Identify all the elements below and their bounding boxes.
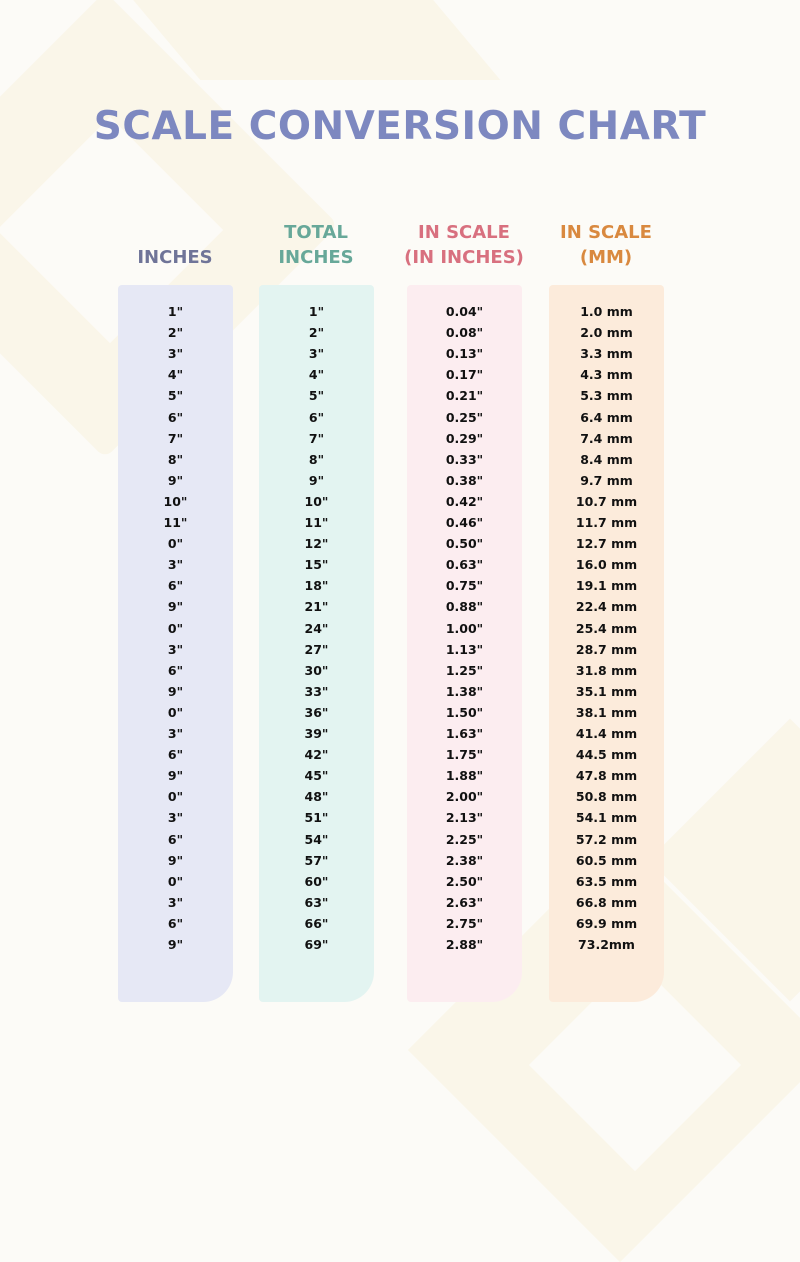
cell-scale_mm: 11.7 mm — [575, 515, 638, 530]
cell-scale_in: 2.13" — [445, 810, 484, 826]
cell-scale_in: 0.88" — [445, 599, 484, 615]
column-header-total: TOTAL — [284, 222, 348, 243]
cell-inches: 6" — [167, 578, 184, 594]
cell-total: 18" — [304, 578, 329, 594]
cell-total: 6" — [308, 409, 325, 425]
cell-inches: 9" — [167, 937, 184, 952]
cell-scale_mm: 54.1 mm — [575, 810, 638, 826]
column-header-total: INCHES — [278, 247, 354, 268]
cell-total: 24" — [304, 620, 329, 636]
cell-scale_in: 0.25" — [445, 409, 484, 425]
cell-scale_mm: 50.8 mm — [575, 789, 638, 805]
cell-inches: 3" — [167, 641, 184, 657]
cell-total: 66" — [304, 915, 329, 931]
cell-scale_mm: 2.0 mm — [580, 325, 633, 341]
cell-scale_mm: 41.4 mm — [575, 726, 638, 741]
cell-total: 7" — [308, 430, 325, 446]
cell-scale_mm: 38.1 mm — [575, 704, 638, 720]
cell-inches: 3" — [167, 557, 184, 573]
cell-inches: 9" — [167, 599, 184, 615]
cell-total: 39" — [304, 726, 329, 741]
cell-inches: 3" — [167, 894, 184, 910]
cell-total: 30" — [304, 662, 329, 678]
cell-scale_mm: 4.3 mm — [580, 367, 633, 383]
cell-scale_in: 0.50" — [445, 536, 484, 552]
cell-scale_in: 0.21" — [445, 388, 484, 404]
cell-scale_mm: 47.8 mm — [575, 768, 638, 784]
cell-inches: 6" — [167, 915, 184, 931]
cell-total: 48" — [304, 789, 329, 805]
cell-total: 1" — [308, 304, 325, 319]
cell-inches: 9" — [167, 768, 184, 784]
cell-scale_in: 1.63" — [445, 726, 484, 741]
cell-total: 5" — [308, 388, 325, 404]
cell-scale_in: 0.04" — [445, 304, 484, 319]
cell-inches: 11" — [163, 515, 188, 530]
cell-scale_in: 2.75" — [445, 915, 484, 931]
cell-inches: 3" — [167, 726, 184, 741]
cell-scale_in: 1.00" — [445, 620, 484, 636]
cell-total: 33" — [304, 683, 329, 699]
cell-scale_in: 1.75" — [445, 747, 484, 763]
cell-inches: 0" — [167, 789, 184, 805]
cell-scale_mm: 5.3 mm — [580, 388, 633, 404]
cell-inches: 9" — [167, 472, 184, 488]
cell-scale_in: 1.25" — [445, 662, 484, 678]
cell-scale_mm: 73.2mm — [578, 937, 635, 952]
cell-inches: 2" — [167, 325, 184, 341]
cell-scale_mm: 12.7 mm — [575, 536, 638, 552]
column-header-scale_in: IN SCALE — [418, 222, 510, 243]
cell-scale_in: 1.50" — [445, 704, 484, 720]
cell-total: 21" — [304, 599, 329, 615]
cell-scale_in: 1.88" — [445, 768, 484, 784]
column-header-scale_mm: (MM) — [579, 247, 633, 268]
column-header-scale_in: (IN INCHES) — [404, 247, 524, 268]
cell-total: 9" — [308, 472, 325, 488]
cell-scale_mm: 25.4 mm — [575, 620, 638, 636]
cell-scale_in: 0.13" — [445, 346, 484, 362]
cell-scale_mm: 22.4 mm — [575, 599, 638, 615]
cell-scale_mm: 57.2 mm — [575, 831, 638, 847]
cell-total: 3" — [308, 346, 325, 362]
cell-inches: 0" — [167, 873, 184, 889]
cell-scale_mm: 28.7 mm — [575, 641, 638, 657]
cell-total: 51" — [304, 810, 329, 826]
cell-scale_mm: 35.1 mm — [575, 683, 638, 699]
column-header-scale_mm: IN SCALE — [560, 222, 652, 243]
cell-inches: 9" — [167, 852, 184, 868]
cell-inches: 0" — [167, 704, 184, 720]
cell-scale_in: 2.50" — [445, 873, 484, 889]
cell-inches: 7" — [167, 430, 184, 446]
cell-total: 8" — [308, 451, 325, 467]
cell-scale_in: 2.25" — [445, 831, 484, 847]
cell-scale_mm: 44.5 mm — [575, 747, 638, 763]
cell-total: 36" — [304, 704, 329, 720]
cell-inches: 1" — [167, 304, 184, 319]
cell-scale_mm: 3.3 mm — [580, 346, 633, 362]
cell-total: 10" — [304, 493, 329, 509]
cell-scale_mm: 60.5 mm — [575, 852, 638, 868]
cell-inches: 6" — [167, 831, 184, 847]
cell-inches: 6" — [167, 747, 184, 763]
cell-inches: 6" — [167, 409, 184, 425]
cell-total: 11" — [304, 515, 329, 530]
cell-scale_mm: 31.8 mm — [575, 662, 638, 678]
cell-inches: 0" — [167, 536, 184, 552]
cell-total: 57" — [304, 852, 329, 868]
cell-inches: 9" — [167, 683, 184, 699]
cell-scale_in: 2.38" — [445, 852, 484, 868]
cell-scale_mm: 63.5 mm — [575, 873, 638, 889]
cell-inches: 3" — [167, 810, 184, 826]
cell-scale_in: 0.38" — [445, 472, 484, 488]
cell-scale_in: 0.63" — [445, 557, 484, 573]
cell-inches: 5" — [167, 388, 184, 404]
cell-scale_mm: 6.4 mm — [580, 409, 633, 425]
page-title: SCALE CONVERSION CHART — [93, 104, 707, 149]
cell-inches: 3" — [167, 346, 184, 362]
cell-inches: 10" — [163, 493, 188, 509]
cell-inches: 4" — [167, 367, 184, 383]
cell-total: 15" — [304, 557, 329, 573]
cell-total: 45" — [304, 768, 329, 784]
cell-scale_mm: 9.7 mm — [580, 472, 633, 488]
cell-scale_mm: 1.0 mm — [580, 304, 633, 319]
cell-total: 63" — [304, 894, 329, 910]
cell-total: 60" — [304, 873, 329, 889]
cell-total: 27" — [304, 641, 329, 657]
cell-inches: 0" — [167, 620, 184, 636]
cell-scale_mm: 8.4 mm — [580, 451, 633, 467]
cell-scale_in: 2.63" — [445, 894, 484, 910]
cell-inches: 6" — [167, 662, 184, 678]
cell-scale_mm: 7.4 mm — [580, 430, 633, 446]
cell-scale_in: 1.13" — [445, 641, 484, 657]
cell-scale_in: 0.46" — [445, 515, 484, 530]
cell-scale_in: 0.75" — [445, 578, 484, 594]
cell-total: 12" — [304, 536, 329, 552]
cell-scale_in: 1.38" — [445, 683, 484, 699]
cell-scale_in: 0.17" — [445, 367, 484, 383]
cell-total: 2" — [308, 325, 325, 341]
cell-scale_mm: 66.8 mm — [575, 894, 638, 910]
cell-scale_mm: 16.0 mm — [575, 557, 638, 573]
column-header-inches: INCHES — [137, 247, 213, 268]
cell-scale_in: 2.00" — [445, 789, 484, 805]
cell-scale_mm: 10.7 mm — [575, 493, 638, 509]
cell-inches: 8" — [167, 451, 184, 467]
cell-total: 54" — [304, 831, 329, 847]
cell-scale_in: 0.33" — [445, 451, 484, 467]
cell-scale_in: 0.29" — [445, 430, 484, 446]
cell-scale_in: 0.08" — [445, 325, 484, 341]
cell-total: 69" — [304, 937, 329, 952]
cell-scale_mm: 69.9 mm — [575, 915, 638, 931]
cell-scale_in: 0.42" — [445, 493, 484, 509]
cell-total: 4" — [308, 367, 325, 383]
cell-total: 42" — [304, 747, 329, 763]
cell-scale_in: 2.88" — [445, 937, 484, 952]
cell-scale_mm: 19.1 mm — [575, 578, 638, 594]
